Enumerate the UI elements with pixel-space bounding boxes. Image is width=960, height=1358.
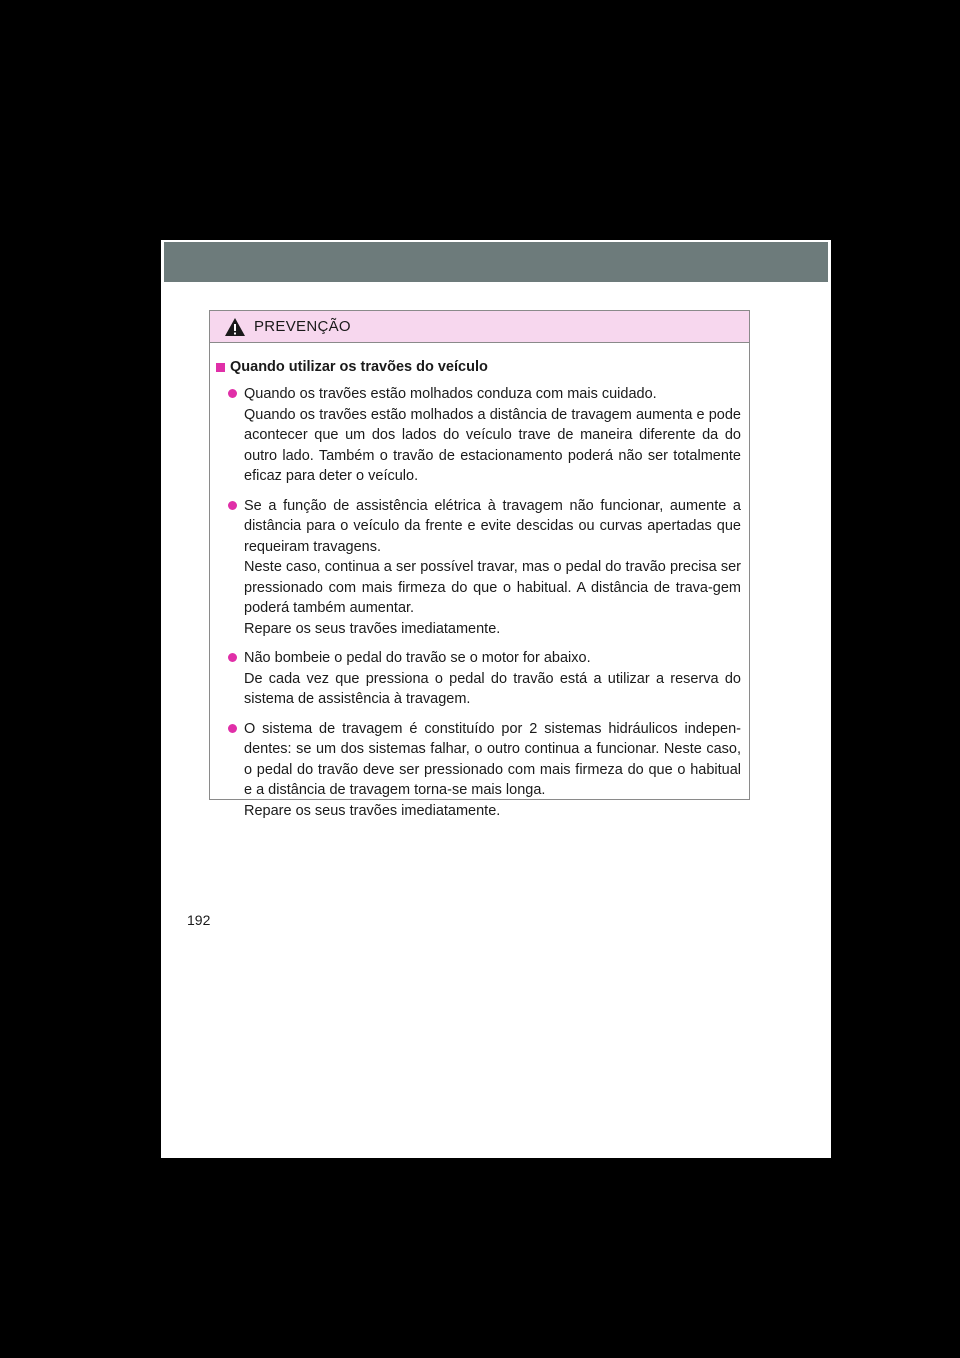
paragraph: De cada vez que pressiona o pedal do travão está a utilizar a reserva do sistema de assistência à travagem. bbox=[244, 670, 741, 707]
paragraph: Se a função de assistência elétrica à travagem não funcionar, aumente a distância para o veículo da frente e evite descidas ou curvas apertadas que requeiram travagens. bbox=[244, 497, 741, 555]
list-item-body bbox=[244, 648, 741, 710]
paragraph: Repare os seus travões imediatamente. bbox=[244, 802, 501, 819]
warning-header bbox=[210, 311, 749, 343]
warning-title: PREVENÇÃO bbox=[254, 318, 351, 335]
paragraph: Quando os travões estão molhados a distância de travagem aumenta e pode acontecer que um dos lados do veículo trave de maneira diferente da do outro lado. Também o travão de estacionamento poderá não ser totalmente eficaz para deter o veículo. bbox=[244, 406, 741, 484]
list-item-body bbox=[244, 496, 741, 640]
warning-section bbox=[210, 343, 749, 821]
square-bullet-icon bbox=[216, 363, 225, 372]
paragraph: Quando os travões estão molhados conduza com mais cuidado. bbox=[244, 386, 657, 402]
section-heading bbox=[216, 359, 741, 375]
paragraph: Neste caso, continua a ser possível travar, mas o pedal do travão precisa ser pressionado com mais firmeza do que o habitual. A distância de trava-gem poderá também aumentar. bbox=[244, 559, 741, 616]
bullet-icon bbox=[228, 653, 237, 662]
paragraph: O sistema de travagem é constituído por 2 sistemas hidráulicos indepen-dentes: se um dos sistemas falhar, o outro continua a funcionar. Neste caso, o pedal do travão deve ser pressionado com mais firmeza do que o habitual e a distância de travagem torna-se mais longa. bbox=[244, 720, 741, 798]
page-header-band bbox=[164, 242, 828, 282]
list-item bbox=[216, 384, 741, 487]
bullet-icon bbox=[228, 724, 237, 733]
page-number: 192 bbox=[187, 912, 211, 928]
paragraph: Não bombeie o pedal do travão se o motor for abaixo. bbox=[244, 650, 591, 666]
list-item-body bbox=[244, 719, 741, 822]
paragraph: Repare os seus travões imediatamente. bbox=[244, 620, 501, 637]
warning-triangle-icon bbox=[224, 317, 246, 337]
bullet-icon bbox=[228, 501, 237, 510]
bullet-icon bbox=[228, 389, 237, 398]
section-title: Quando utilizar os travões do veículo bbox=[230, 359, 488, 375]
list-item bbox=[216, 719, 741, 822]
list-item bbox=[216, 648, 741, 710]
manual-page bbox=[161, 240, 831, 1158]
list-item bbox=[216, 496, 741, 640]
list-item-body bbox=[244, 384, 741, 487]
warning-box bbox=[209, 310, 750, 819]
